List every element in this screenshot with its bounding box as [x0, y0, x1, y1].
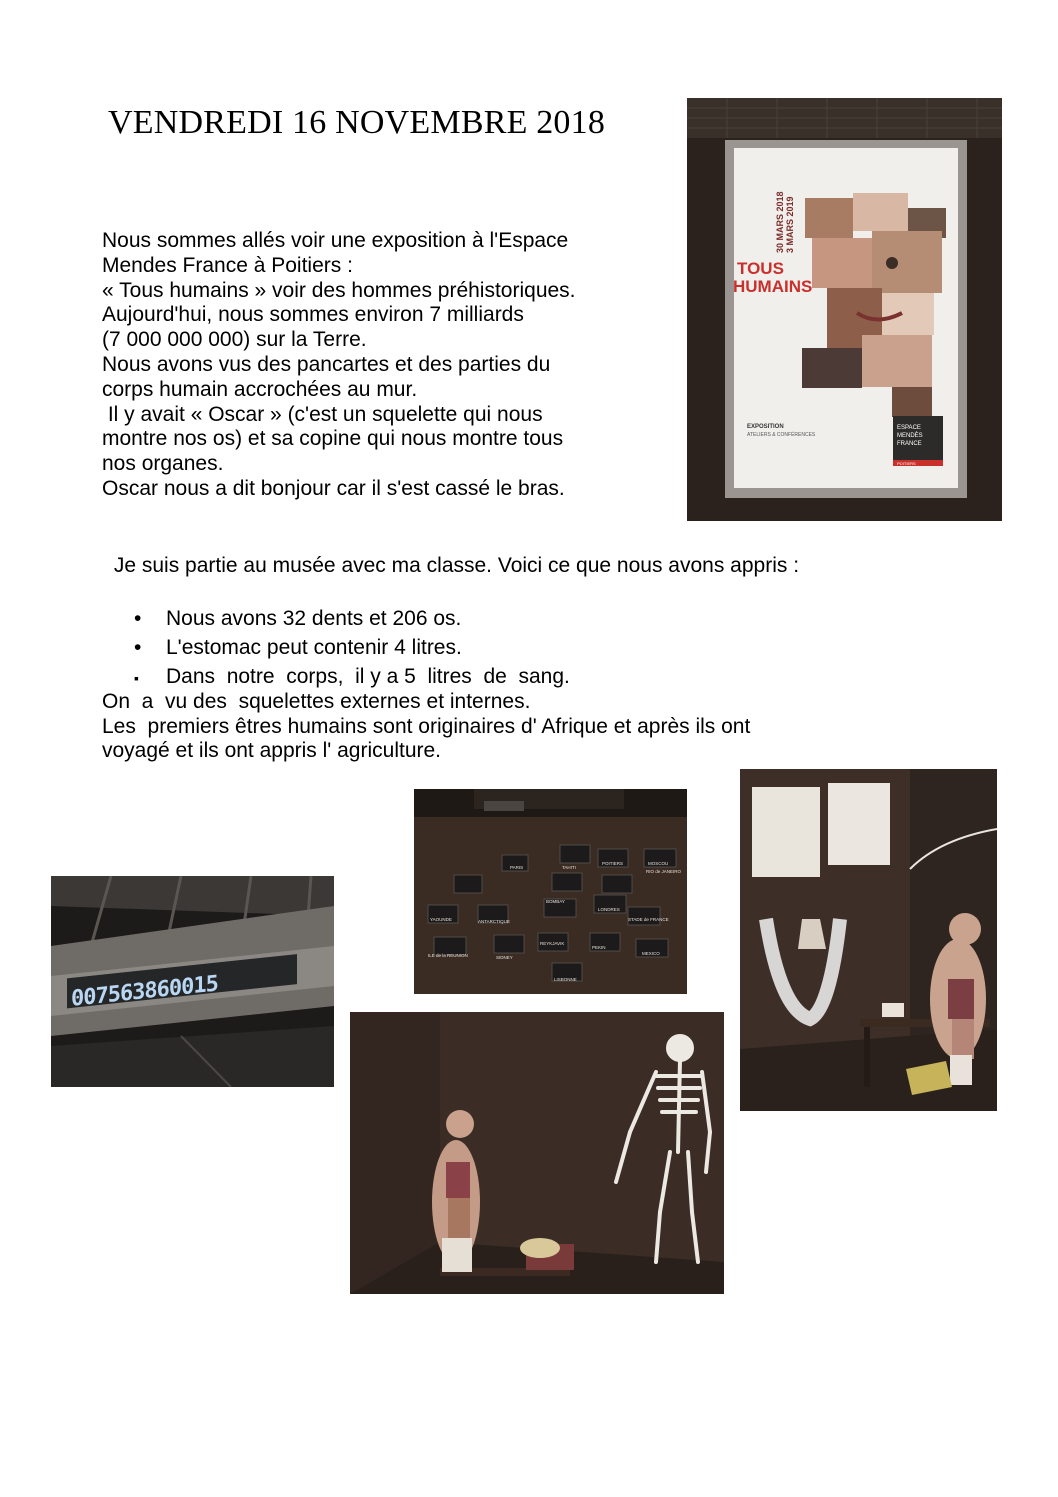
- museum-intro: Je suis partie au musée avec ma classe. Voici ce que nous avons appris :: [108, 554, 800, 577]
- paragraph-line: montre nos os) et sa copine qui nous montre tous: [102, 427, 564, 451]
- city-label: PARIS: [510, 865, 524, 870]
- city-label: RIO de JANEIRO: [646, 869, 682, 874]
- list-item: [134, 665, 570, 689]
- outro-line: On a vu des squelettes externes et internes.: [102, 690, 531, 713]
- paragraph-line: « Tous humains » voir des hommes préhistoriques.: [102, 278, 576, 302]
- city-panels-photo: [414, 789, 687, 994]
- fact-text: Nous avons 32 dents et 206 os.: [166, 607, 462, 630]
- city-label: ANTARCTIQUE: [478, 919, 510, 924]
- outro-line: Les premiers êtres humains sont originaires d' Afrique et après ils ont: [102, 714, 751, 738]
- population-counter-photo: [51, 876, 334, 1087]
- poster-logo-line: ESPACE: [897, 425, 921, 431]
- city-label: BOMBAY: [546, 899, 565, 904]
- city-label: POITIERS: [602, 861, 624, 866]
- fact-text: Dans notre corps, il y a 5 litres de sang.: [166, 665, 570, 688]
- poster-title-line: HUMAINS: [733, 277, 813, 296]
- paragraph-line: Nous avons vus des pancartes et des parties du: [102, 352, 551, 376]
- poster-logo-line: FRANCE: [897, 441, 922, 447]
- paragraph-line: (7 000 000 000) sur la Terre.: [102, 328, 367, 352]
- list-item: [134, 607, 461, 631]
- poster-photo: [687, 98, 1002, 521]
- anatomy-corner-photo: [740, 769, 997, 1111]
- poster-expo-line: ATELIERS & CONFÉRENCES: [747, 432, 816, 438]
- poster-date-line: 3 MARS 2019: [785, 196, 795, 253]
- paragraph-line: Mendes France à Poitiers :: [102, 253, 353, 277]
- poster-title-line: TOUS: [737, 259, 784, 278]
- bullet-icon: ▪: [134, 670, 139, 686]
- city-label: MOSCOU: [648, 861, 669, 866]
- paragraph-line: corps humain accrochées au mur.: [102, 377, 418, 401]
- bullet-icon: •: [134, 607, 142, 630]
- city-label: ILE de la REUNION: [428, 953, 468, 958]
- city-label: SIDNEY: [496, 955, 513, 960]
- city-label: MEXICO: [642, 951, 660, 956]
- poster-date-line: 30 MARS 2018: [775, 191, 785, 253]
- city-label: LONDRES: [598, 907, 620, 912]
- fact-text: L'estomac peut contenir 4 litres.: [166, 636, 462, 659]
- paragraph-line: Il y avait « Oscar » (c'est un squelette qui nous: [102, 402, 543, 426]
- city-label: TAHITI: [562, 865, 576, 870]
- poster-logo-line: POITIERS: [897, 461, 916, 466]
- paragraph-line: Aujourd'hui, nous sommes environ 7 milliards: [102, 303, 524, 327]
- paragraph-line: nos organes.: [102, 452, 224, 476]
- city-label: LISBONNE: [554, 977, 577, 982]
- skeleton-photo: [350, 1012, 724, 1294]
- poster-logo-line: MENDÈS: [897, 433, 923, 439]
- city-label: PEKIN: [592, 945, 606, 950]
- outro-paragraph: [102, 690, 750, 764]
- list-item: [134, 636, 462, 660]
- outro-line: voyagé et ils ont appris l' agriculture.: [102, 739, 442, 762]
- city-label: STADE de FRANCE: [628, 917, 669, 922]
- population-counter-digits: 007563860015: [71, 971, 218, 1012]
- paragraph-line: Nous sommes allés voir une exposition à l'Espace: [102, 229, 569, 252]
- page-title: VENDREDI 16 NOVEMBRE 2018: [108, 104, 606, 141]
- paragraph-line: Oscar nous a dit bonjour car il s'est cassé le bras.: [102, 476, 565, 500]
- city-label: REYKJAVIK: [540, 941, 565, 946]
- exhibition-paragraph: [102, 229, 682, 502]
- bullet-icon: •: [134, 636, 142, 659]
- city-label: YAOUNDE: [430, 917, 452, 922]
- poster-expo-line: EXPOSITION: [747, 424, 784, 430]
